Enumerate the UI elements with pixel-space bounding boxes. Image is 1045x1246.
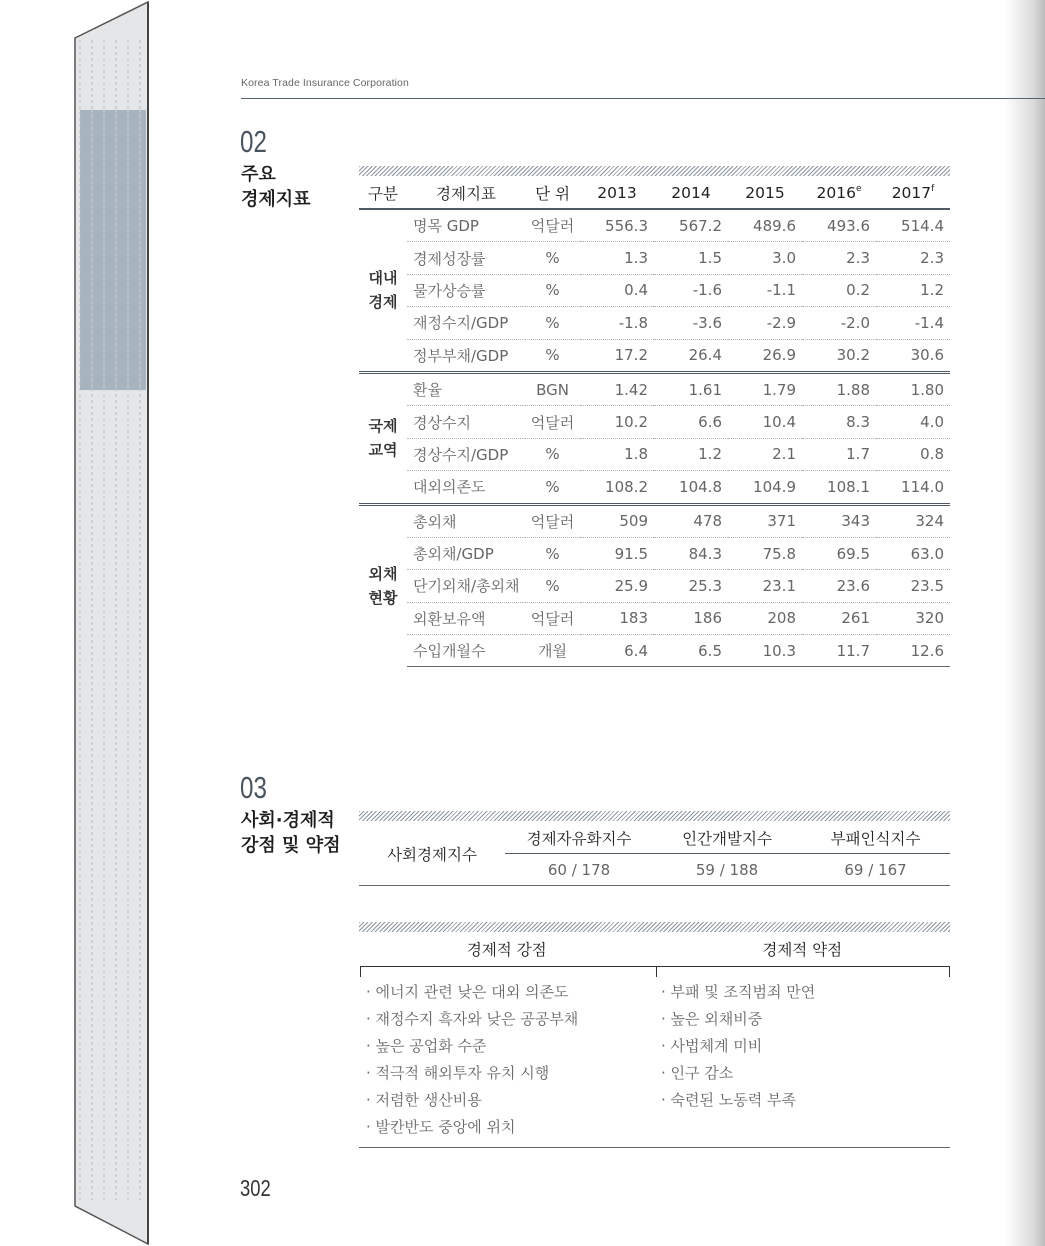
group-label: 국제 교역 [359, 372, 407, 504]
strengths-header: 경제적 강점 [466, 941, 547, 959]
group-label: 외채 현황 [359, 504, 407, 667]
indicator-value: 1.88 [802, 372, 876, 405]
strength-item: · 발칸반도 중앙에 위치 [366, 1118, 516, 1136]
indicator-name: 명목 GDP [407, 209, 525, 242]
group-label: 대내 경제 [368, 269, 398, 312]
section-2-number: 02 [240, 124, 267, 159]
indicator-name: 외환보유액 [407, 602, 525, 634]
indicator-value: 509 [580, 504, 654, 537]
indicator-value: 104.9 [728, 471, 802, 504]
col-header: 2014 [654, 177, 728, 209]
indicator-value: 91.5 [580, 537, 654, 569]
book-spine-graphic [0, 0, 150, 1246]
indicator-name: 경상수지 [407, 406, 525, 438]
table-row [359, 635, 950, 667]
indicator-value: 63.0 [876, 537, 950, 569]
indicator-unit: % [525, 438, 580, 470]
indicator-value: 104.8 [654, 471, 728, 504]
col-header: 구분 [359, 177, 407, 209]
strengths-weaknesses-bottom-rule [359, 1147, 950, 1148]
indicator-value: -2.9 [728, 307, 802, 339]
strength-item: · 에너지 관련 낮은 대외 의존도 [366, 983, 569, 1001]
indicator-value: 261 [802, 602, 876, 634]
running-header: Korea Trade Insurance Corporation [241, 77, 409, 89]
indicator-value: 183 [580, 602, 654, 634]
table-row [359, 570, 950, 602]
section-3-title: 사회·경제적 강점 및 약점 [241, 810, 341, 856]
indicator-value: 12.6 [876, 635, 950, 667]
indicator-unit: 억달러 [525, 602, 580, 634]
table-hatch-bar [359, 166, 950, 176]
table-row [359, 209, 950, 242]
indicator-value: 2.1 [728, 438, 802, 470]
indicator-value: 1.61 [654, 372, 728, 405]
indicator-unit: 억달러 [525, 406, 580, 438]
indicator-name: 환율 [407, 372, 525, 405]
indicator-unit: 억달러 [525, 209, 580, 242]
indicator-value: 30.6 [876, 339, 950, 372]
header-rule [241, 98, 1045, 99]
index-header: 부패인식지수 [801, 822, 950, 854]
table-row [359, 602, 950, 634]
indicator-value: 6.4 [580, 635, 654, 667]
weaknesses-bracket [655, 966, 950, 977]
table-row [359, 307, 950, 339]
indicator-value: 10.4 [728, 406, 802, 438]
indicator-name: 재정수지/GDP [407, 307, 525, 339]
indicator-value: 1.80 [876, 372, 950, 405]
indicator-value: 1.42 [580, 372, 654, 405]
indicator-name: 수입개월수 [407, 635, 525, 667]
indicator-value: 2.3 [876, 242, 950, 274]
indicator-unit: BGN [525, 372, 580, 405]
indicator-value: 23.6 [802, 570, 876, 602]
strength-item: · 저렴한 생산비용 [366, 1091, 482, 1109]
indicator-value: 514.4 [876, 209, 950, 242]
weakness-item: · 높은 외채비중 [661, 1010, 763, 1028]
indicator-value: 493.6 [802, 209, 876, 242]
page-edge-shadow [1005, 0, 1045, 1246]
indicator-value: 69.5 [802, 537, 876, 569]
section-3-number: 03 [240, 770, 267, 805]
indicator-value: 343 [802, 504, 876, 537]
indicator-value: 6.6 [654, 406, 728, 438]
indicator-value: 108.2 [580, 471, 654, 504]
col-header: 2017$^f$ [876, 177, 950, 209]
indicator-value: 1.8 [580, 438, 654, 470]
strength-item: · 적극적 해외투자 유치 시행 [366, 1064, 550, 1082]
indicator-unit: % [525, 471, 580, 504]
indicator-value: 4.0 [876, 406, 950, 438]
indicator-value: 371 [728, 504, 802, 537]
indicator-value: 320 [876, 602, 950, 634]
indicator-value: 0.8 [876, 438, 950, 470]
indicator-name: 단기외채/총외채 [407, 570, 525, 602]
indicator-value: 26.4 [654, 339, 728, 372]
weaknesses-header: 경제적 약점 [762, 941, 843, 959]
index-value: 69 / 167 [801, 854, 950, 886]
indicator-name: 경상수지/GDP [407, 438, 525, 470]
strengths-list [366, 979, 578, 1141]
indicator-value: -1.6 [654, 274, 728, 306]
index-header: 경제자유화지수 [505, 822, 653, 854]
indicator-value: 208 [728, 602, 802, 634]
indicator-value: 17.2 [580, 339, 654, 372]
indicator-unit: % [525, 339, 580, 372]
indicator-value: -1.1 [728, 274, 802, 306]
indicator-value: 1.79 [728, 372, 802, 405]
indicator-value: 8.3 [802, 406, 876, 438]
indicator-unit: % [525, 570, 580, 602]
indicator-name: 정부부채/GDP [407, 339, 525, 372]
table-row [359, 274, 950, 306]
indicator-value: 6.5 [654, 635, 728, 667]
table-hatch-bar [359, 922, 950, 932]
indicator-value: 11.7 [802, 635, 876, 667]
indicator-unit: % [525, 537, 580, 569]
weakness-item: · 숙련된 노동력 부족 [661, 1091, 796, 1109]
indicator-value: 75.8 [728, 537, 802, 569]
indicator-name: 물가상승률 [407, 274, 525, 306]
indicator-value: 84.3 [654, 537, 728, 569]
indicator-value: 324 [876, 504, 950, 537]
indicator-name: 총외채 [407, 504, 525, 537]
table-row [359, 438, 950, 470]
indicator-value: -1.8 [580, 307, 654, 339]
indicator-value: 10.2 [580, 406, 654, 438]
indicator-value: 10.3 [728, 635, 802, 667]
indicator-value: 23.1 [728, 570, 802, 602]
table-hatch-bar [359, 811, 950, 821]
index-row-label: 사회경제지수 [359, 822, 505, 886]
col-header: 2016e [802, 177, 876, 209]
indicator-value: 3.0 [728, 242, 802, 274]
indicator-value: 556.3 [580, 209, 654, 242]
indicator-value: 567.2 [654, 209, 728, 242]
indicator-value: 1.2 [654, 438, 728, 470]
indicator-value: 0.4 [580, 274, 654, 306]
table-row [359, 471, 950, 504]
indicator-value: 23.5 [876, 570, 950, 602]
weakness-item: · 부패 및 조직범죄 만연 [661, 983, 816, 1001]
indicator-value: 1.7 [802, 438, 876, 470]
table-row [359, 339, 950, 372]
indicator-value: 186 [654, 602, 728, 634]
strengths-weaknesses-header [359, 934, 950, 966]
strength-item: · 높은 공업화 수준 [366, 1037, 487, 1055]
indicator-name: 경제성장률 [407, 242, 525, 274]
table-row [359, 537, 950, 569]
indicator-unit: 억달러 [525, 504, 580, 537]
indicator-value: -1.4 [876, 307, 950, 339]
indicator-value: -3.6 [654, 307, 728, 339]
col-header: 단 위 [525, 177, 580, 209]
table-row [359, 372, 950, 405]
table-row [359, 242, 950, 274]
weakness-item: · 인구 감소 [661, 1064, 734, 1082]
table-row [359, 504, 950, 537]
indicator-name: 총외채/GDP [407, 537, 525, 569]
strengths-bracket [360, 966, 657, 977]
strength-item: · 재정수지 흑자와 낮은 공공부채 [366, 1010, 579, 1028]
col-header: 2015 [728, 177, 802, 209]
indicator-unit: % [525, 242, 580, 274]
col-header: 경제지표 [407, 177, 525, 209]
indicator-value: 114.0 [876, 471, 950, 504]
indicator-value: 30.2 [802, 339, 876, 372]
economic-indicators-table [359, 177, 950, 667]
weaknesses-list [661, 979, 815, 1114]
indicator-value: 26.9 [728, 339, 802, 372]
indicator-unit: % [525, 274, 580, 306]
indicator-value: 108.1 [802, 471, 876, 504]
col-header: 2013 [580, 177, 654, 209]
indicator-unit: 개월 [525, 635, 580, 667]
socioeconomic-index-table [359, 822, 950, 886]
indicator-value: 2.3 [802, 242, 876, 274]
indicator-value: 489.6 [728, 209, 802, 242]
table-header-row [359, 177, 950, 209]
indicator-value: 1.5 [654, 242, 728, 274]
section-2-title: 주요 경제지표 [241, 164, 311, 210]
index-header: 인간개발지수 [653, 822, 801, 854]
indicator-value: 25.9 [580, 570, 654, 602]
index-value: 59 / 188 [653, 854, 801, 886]
weakness-item: · 사법체계 미비 [661, 1037, 763, 1055]
indicator-value: 478 [654, 504, 728, 537]
indicator-value: 1.3 [580, 242, 654, 274]
indicator-value: -2.0 [802, 307, 876, 339]
indicator-value: 25.3 [654, 570, 728, 602]
indicator-unit: % [525, 307, 580, 339]
page-number: 302 [240, 1175, 271, 1201]
indicator-value: 1.2 [876, 274, 950, 306]
indicator-value: 0.2 [802, 274, 876, 306]
table-row [359, 406, 950, 438]
indicator-name: 대외의존도 [407, 471, 525, 504]
index-value: 60 / 178 [505, 854, 653, 886]
